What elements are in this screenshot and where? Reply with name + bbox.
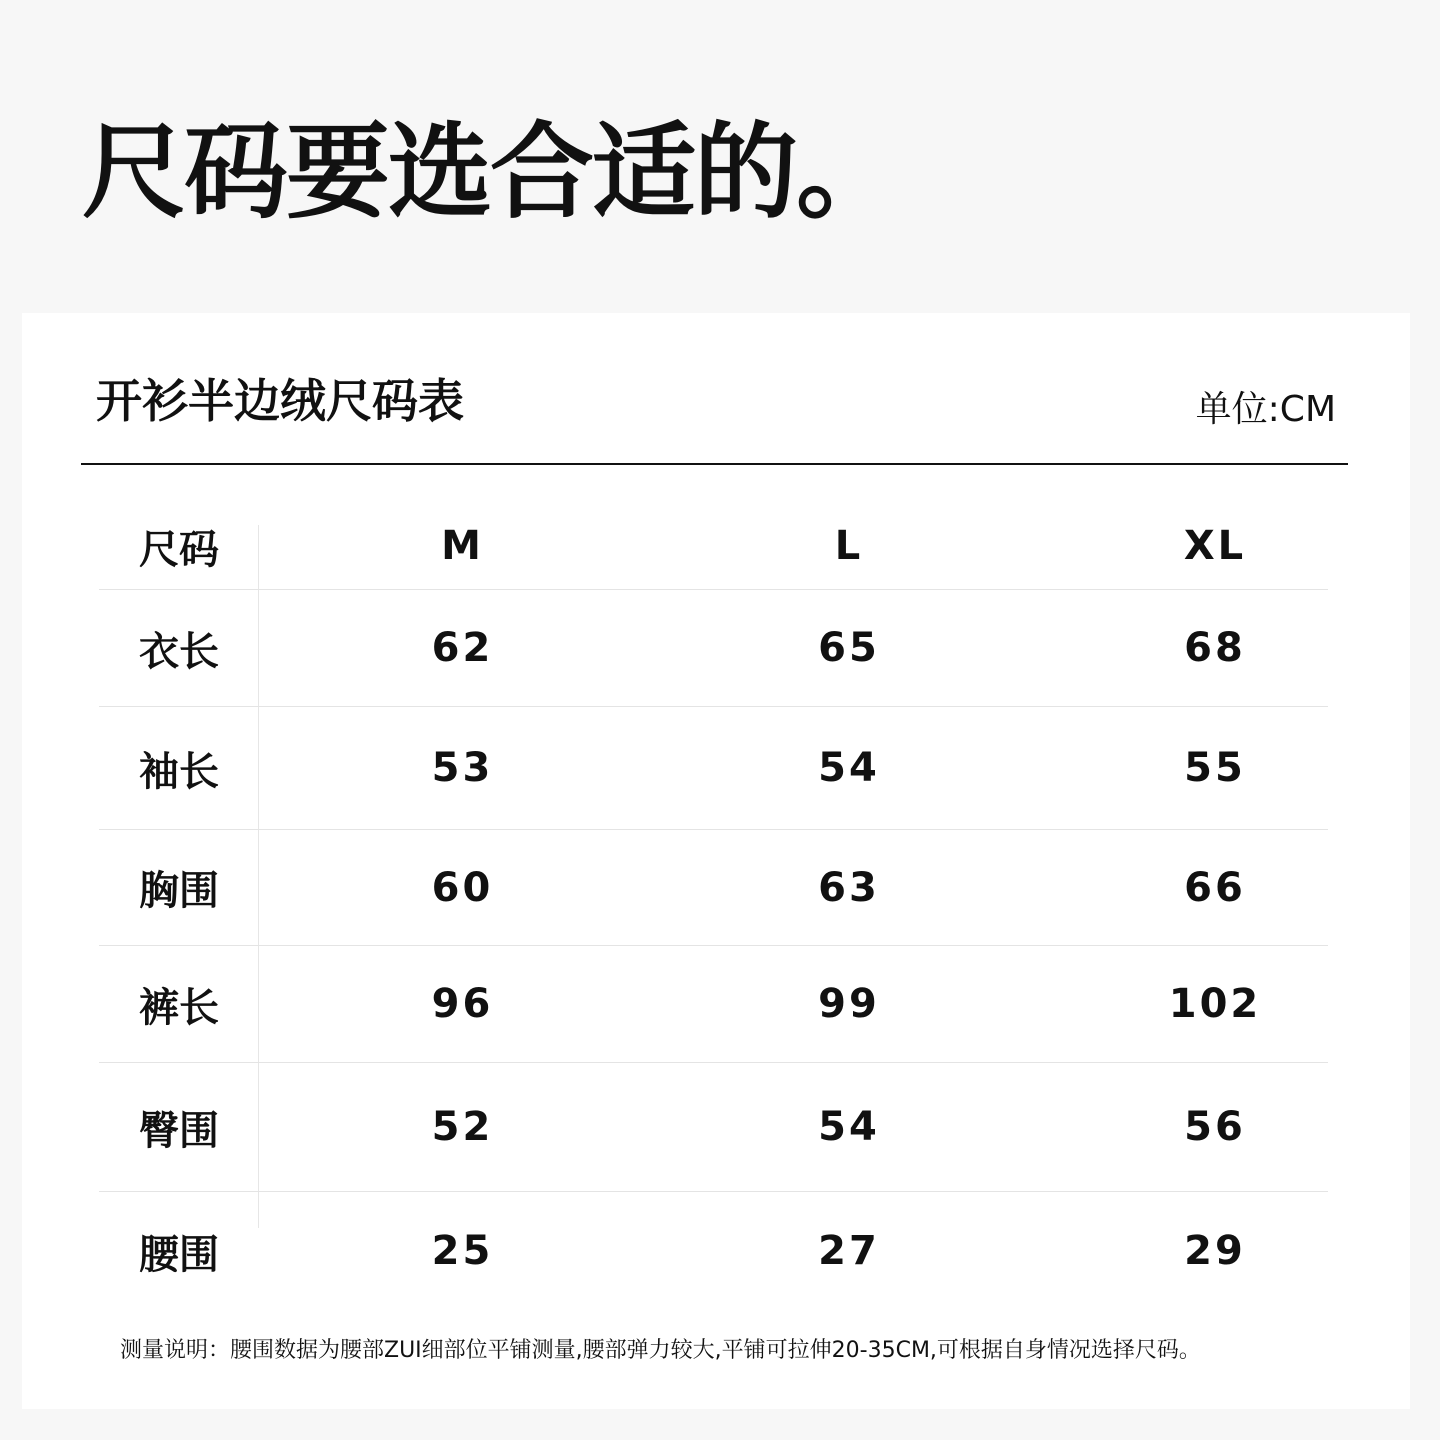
value-l: 54 xyxy=(818,1104,880,1150)
value-xl: 68 xyxy=(1184,625,1246,671)
table-row xyxy=(99,1192,1328,1310)
value-m: 25 xyxy=(431,1228,494,1274)
value-xl: 55 xyxy=(1184,745,1246,791)
table-header-row xyxy=(99,503,1328,590)
value-m: 62 xyxy=(431,625,494,671)
value-m: 96 xyxy=(431,981,494,1027)
measurement-note: 测量说明：腰围数据为腰部ZUI细部位平铺测量,腰部弹力较大,平铺可拉伸20-35CM,可根据自身情况选择尺码。 xyxy=(120,1338,1201,1363)
value-l: 63 xyxy=(818,864,880,911)
header-size-xl: XL xyxy=(1183,523,1247,569)
header-size-label: 尺码 xyxy=(139,526,219,573)
value-m: 52 xyxy=(431,1104,494,1150)
table-row xyxy=(99,707,1328,830)
row-label: 袖长 xyxy=(139,748,219,795)
header-size-l: L xyxy=(834,523,864,569)
value-xl: 66 xyxy=(1184,864,1246,911)
value-xl: 102 xyxy=(1168,981,1262,1027)
table-row xyxy=(99,1063,1328,1192)
value-m: 60 xyxy=(431,864,494,911)
value-xl: 29 xyxy=(1184,1228,1246,1274)
row-label: 胸围 xyxy=(139,868,219,914)
value-l: 65 xyxy=(818,625,880,671)
row-label: 腰围 xyxy=(139,1231,219,1278)
title-divider xyxy=(81,463,1348,465)
page-headline: 尺码要选合适的。 xyxy=(82,111,899,233)
value-m: 53 xyxy=(431,745,494,791)
row-label: 裤长 xyxy=(139,984,219,1031)
size-table xyxy=(99,503,1328,1310)
size-chart-title: 开衫半边绒尺码表 xyxy=(96,374,464,428)
unit-label: 单位:CM xyxy=(1195,389,1336,430)
size-chart-card xyxy=(22,313,1410,1409)
value-l: 99 xyxy=(818,981,880,1027)
row-label: 衣长 xyxy=(139,628,219,675)
table-row xyxy=(99,946,1328,1063)
header-size-m: M xyxy=(441,523,484,569)
value-l: 27 xyxy=(818,1228,880,1274)
value-xl: 56 xyxy=(1184,1104,1246,1150)
table-row xyxy=(99,830,1328,946)
row-label: 臀围 xyxy=(139,1107,219,1154)
value-l: 54 xyxy=(818,745,880,791)
table-row xyxy=(99,590,1328,707)
